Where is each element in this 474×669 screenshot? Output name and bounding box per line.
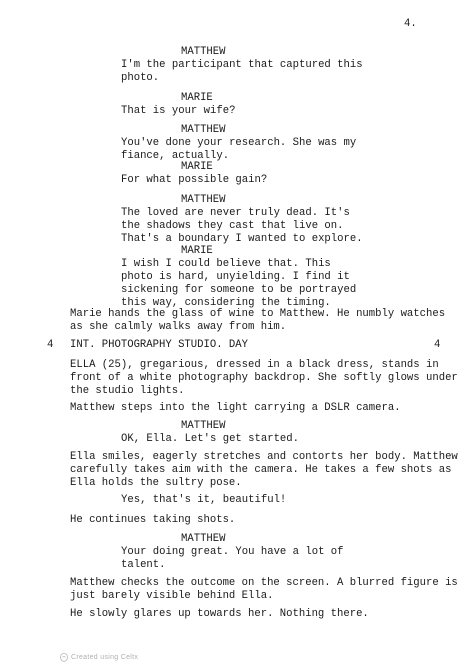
action-line: Matthew steps into the light carrying a DSLR camera. (70, 402, 401, 414)
action-line: as she calmly walks away from him. (70, 321, 287, 333)
action-line: Marie hands the glass of wine to Matthew. He numbly watches (70, 308, 446, 320)
action-line: just barely visible behind Ella. (70, 590, 274, 602)
dialogue-line: That is your wife? (121, 105, 236, 117)
action-line: Matthew checks the outcome on the screen. A blurred figure is (70, 577, 458, 589)
action-line: carefully takes aim with the camera. He takes a few shots as (70, 464, 452, 476)
dialogue-line: photo is hard, unyielding. I find it (121, 271, 350, 283)
character-name: MARIE (181, 161, 213, 173)
action-line: the studio lights. (70, 385, 185, 397)
scene-number-left: 4 (47, 339, 54, 351)
character-name: MATTHEW (181, 46, 226, 58)
footer (60, 653, 138, 662)
celtx-logo-icon (60, 653, 68, 662)
action-line: He continues taking shots. (70, 514, 236, 526)
action-line: Ella smiles, eagerly stretches and contorts her body. Matthew (70, 451, 458, 463)
dialogue-line: That's a boundary I wanted to explore. (121, 233, 363, 245)
dialogue-line: For what possible gain? (121, 174, 268, 186)
dialogue-line: this way, considering the timing. (121, 297, 331, 309)
dialogue-line: OK, Ella. Let's get started. (121, 433, 300, 445)
dialogue-line: talent. (121, 559, 166, 571)
dialogue-line: fiance, actually. (121, 150, 230, 162)
action-line: Ella holds the sultry pose. (70, 477, 242, 489)
dialogue-line: photo. (121, 72, 160, 84)
character-name: MATTHEW (181, 420, 226, 432)
dialogue-line: The loved are never truly dead. It's (121, 207, 350, 219)
action-line: front of a white photography backdrop. She softly glows under (70, 372, 458, 384)
character-name: MATTHEW (181, 124, 226, 136)
page-number: 4. (404, 18, 417, 30)
action-line: ELLA (25), gregarious, dressed in a black dress, stands in (70, 359, 439, 371)
dialogue-line: I'm the participant that captured this (121, 59, 363, 71)
dialogue-line: the shadows they cast that live on. (121, 220, 344, 232)
dialogue-line: Yes, that's it, beautiful! (121, 494, 287, 506)
action-line: He slowly glares up towards her. Nothing there. (70, 608, 369, 620)
character-name: MARIE (181, 92, 213, 104)
character-name: MARIE (181, 245, 213, 257)
dialogue-line: Your doing great. You have a lot of (121, 546, 344, 558)
dialogue-line: I wish I could believe that. This (121, 258, 331, 270)
dialogue-line: You've done your research. She was my (121, 137, 357, 149)
character-name: MATTHEW (181, 533, 226, 545)
character-name: MATTHEW (181, 194, 226, 206)
footer-text: Created using Celtx (71, 654, 139, 661)
scene-heading: INT. PHOTOGRAPHY STUDIO. DAY (70, 339, 249, 351)
scene-number-right: 4 (434, 339, 441, 351)
dialogue-line: sickening for someone to be portrayed (121, 284, 357, 296)
